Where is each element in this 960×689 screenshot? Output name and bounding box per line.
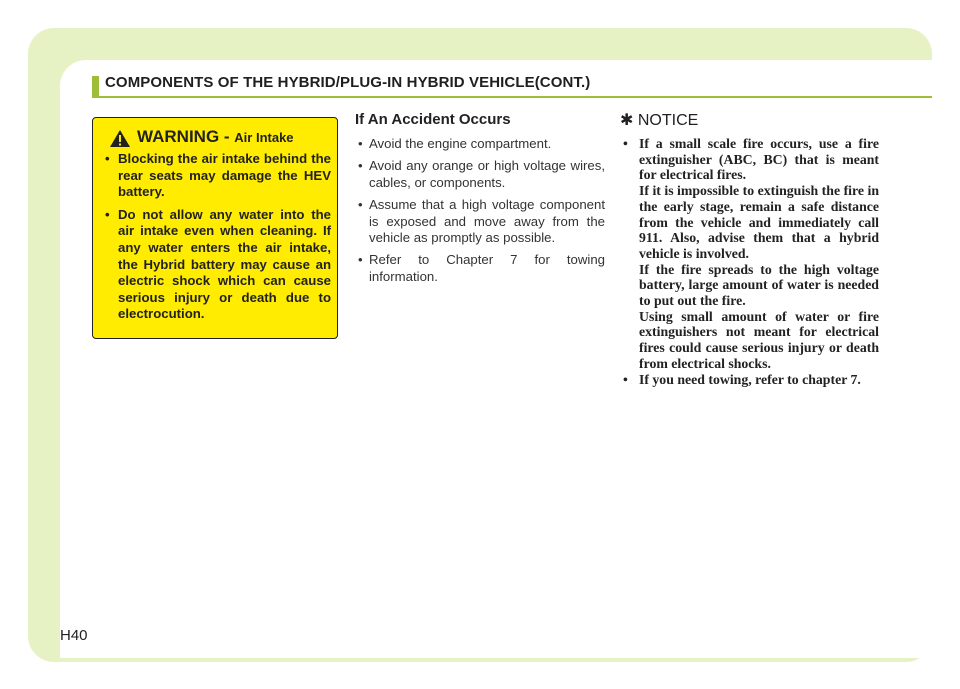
warning-label: WARNING - Air Intake [137, 127, 294, 146]
accident-item: • Refer to Chapter 7 for towing information. [355, 252, 605, 285]
accident-list [355, 136, 605, 285]
warning-item: • Blocking the air intake behind the rear seats may damage the HEV battery. [105, 151, 331, 201]
accident-item: • Avoid any orange or high voltage wires, cables, or components. [355, 158, 605, 191]
warning-box [92, 117, 338, 339]
notice-title: ✱ NOTICE [620, 112, 699, 129]
accident-title: If An Accident Occurs [355, 111, 511, 128]
notice-paragraph: Using small amount of water or fire extinguishers not meant for electrical fires could cause serious injury or death from electrical shocks. [639, 308, 879, 371]
notice-paragraph: If the fire spreads to the high voltage battery, large amount of water is needed to put out the fire. [639, 261, 879, 309]
notice-paragraph: • If you need towing, refer to chapter 7. [639, 371, 861, 387]
warning-list [105, 151, 331, 329]
section-header [92, 74, 932, 98]
warning-triangle-icon [109, 129, 131, 148]
accident-item: • Assume that a high voltage component is exposed and move away from the vehicle as promptly as possible. [355, 197, 605, 246]
notice-item [620, 136, 879, 372]
notice-item [620, 372, 879, 388]
warning-subtitle: Air Intake [234, 130, 294, 145]
section-accent-bar [92, 76, 99, 96]
notice-section [620, 110, 879, 387]
accident-section [355, 111, 605, 291]
notice-paragraph: • If a small scale fire occurs, use a fire extinguisher (ABC, BC) that is meant for electrical fires. [639, 136, 879, 183]
page-number: H40 [60, 627, 88, 644]
notice-paragraph: If it is impossible to extinguish the fire in the early stage, remain a safe distance from the vehicle and immediately call 911. Also, advise them that a hybrid vehicle is involved. [639, 183, 879, 261]
notice-asterisk-icon: ✱ [620, 112, 634, 129]
accident-item: • Avoid the engine compartment. [355, 136, 605, 152]
warning-item: • Do not allow any water into the air intake even when cleaning. If any water enters the air intake, the Hybrid battery may cause an electric shock which can cause serious injury or death due to electrocution. [105, 207, 331, 323]
section-title: COMPONENTS OF THE HYBRID/PLUG-IN HYBRID VEHICLE(CONT.) [105, 74, 591, 91]
notice-list [620, 136, 879, 387]
